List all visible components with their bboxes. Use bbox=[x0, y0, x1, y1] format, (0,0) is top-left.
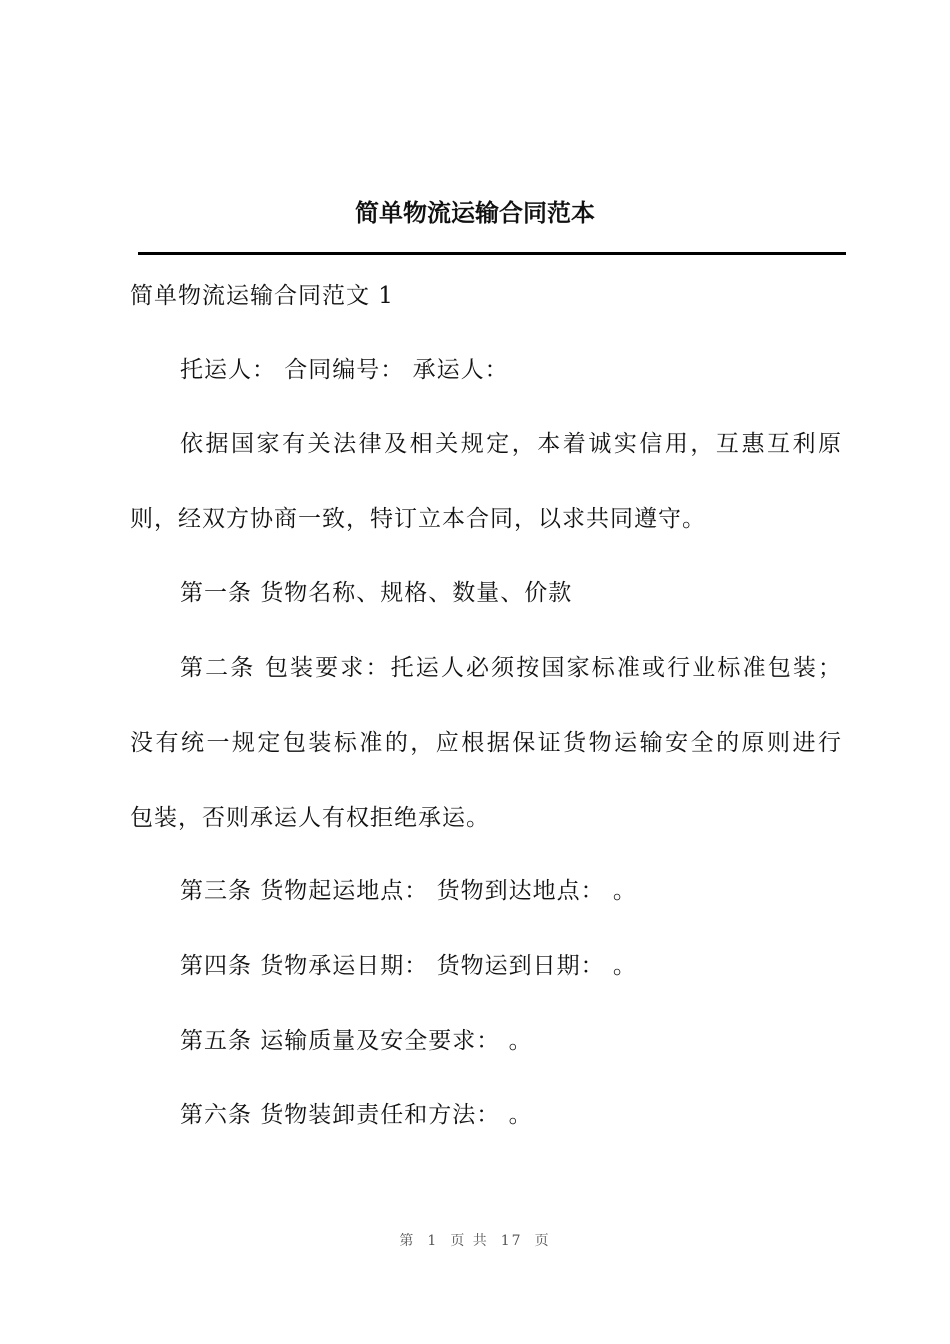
article-3: 第三条 货物起运地点： 货物到达地点： 。 bbox=[180, 878, 637, 904]
paragraph-line: 没有统一规定包装标准的，应根据保证货物运输安全的原则进行 bbox=[130, 730, 842, 756]
parties-line: 托运人： 合同编号： 承运人： bbox=[180, 357, 509, 383]
article-6: 第六条 货物装卸责任和方法： 。 bbox=[180, 1102, 533, 1128]
current-page-number: 1 bbox=[427, 1233, 439, 1249]
title-divider bbox=[138, 252, 846, 255]
section-heading: 简单物流运输合同范文 1 bbox=[130, 283, 394, 309]
document-title: 简单物流运输合同范本 bbox=[355, 198, 595, 227]
article-5: 第五条 运输质量及安全要求： 。 bbox=[180, 1028, 533, 1054]
paragraph-line: 包装，否则承运人有权拒绝承运。 bbox=[130, 805, 490, 831]
article-2: 第二条 包装要求：托运人必须按国家标准或行业标准包装； bbox=[180, 655, 842, 681]
footer-prefix: 第 bbox=[399, 1233, 416, 1249]
page-footer bbox=[0, 1230, 950, 1250]
footer-suffix: 页 bbox=[534, 1233, 551, 1249]
total-pages-number: 17 bbox=[500, 1233, 523, 1249]
footer-middle: 页 共 bbox=[450, 1233, 489, 1249]
article-1: 第一条 货物名称、规格、数量、价款 bbox=[180, 580, 573, 606]
article-4: 第四条 货物承运日期： 货物运到日期： 。 bbox=[180, 953, 637, 979]
paragraph-line: 则，经双方协商一致，特订立本合同，以求共同遵守。 bbox=[130, 506, 706, 532]
paragraph-line: 依据国家有关法律及相关规定，本着诚实信用，互惠互利原 bbox=[180, 431, 842, 457]
